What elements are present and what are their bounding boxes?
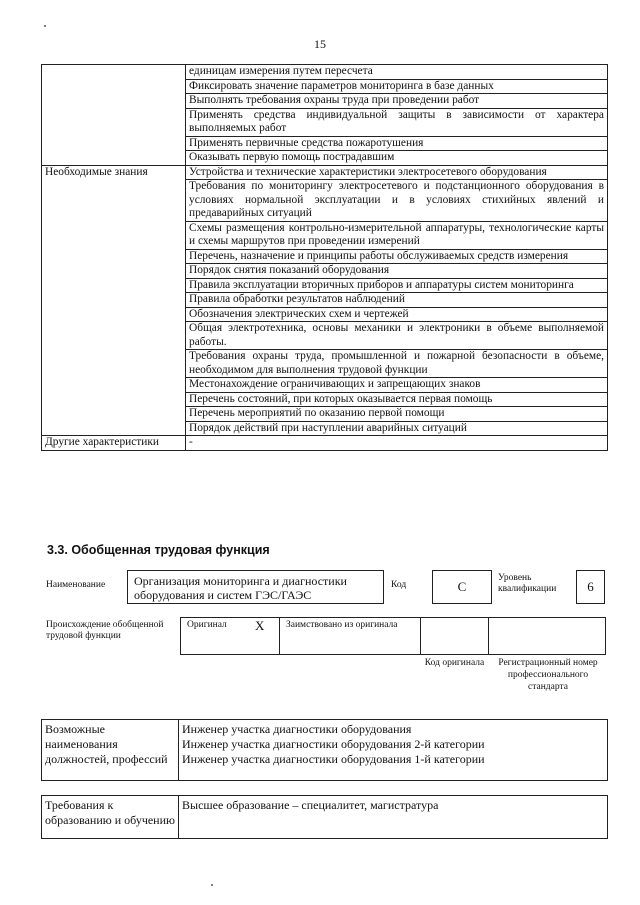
level-value-box: 6 bbox=[576, 570, 605, 604]
positions-label: Возможные наименования должностей, профессий bbox=[42, 720, 179, 781]
level-label: Уровень квалификации bbox=[498, 573, 557, 594]
scan-speck bbox=[211, 884, 213, 886]
knowledge-item: Обозначения электрических схем и чертежей bbox=[186, 307, 608, 322]
knowledge-item: Порядок действий при наступлении аварийных ситуаций bbox=[186, 421, 608, 436]
code-original-cell bbox=[420, 617, 489, 655]
table-row bbox=[42, 720, 608, 781]
position-item: Инженер участка диагностики оборудования bbox=[182, 722, 412, 736]
table-row bbox=[42, 796, 608, 839]
page-number: 15 bbox=[314, 37, 326, 51]
code-original-caption: Код оригинала bbox=[424, 658, 485, 668]
knowledge-item: Схемы размещения контрольно-измерительной аппаратуры, технологические карты и схемы маршрутов при проведении измерений bbox=[186, 221, 608, 249]
knowledge-item: Правила обработки результатов наблюдений bbox=[186, 293, 608, 308]
knowledge-item: Требования охраны труда, промышленной и пожарной безопасности в объеме, необходимом для выполнения трудовой функции bbox=[186, 350, 608, 378]
original-mark: X bbox=[255, 618, 265, 633]
skill-item: единицам измерения путем пересчета bbox=[186, 65, 608, 80]
knowledge-item: Порядок снятия показаний оборудования bbox=[186, 264, 608, 279]
borrowed-cell: Заимствовано из оригинала bbox=[279, 617, 421, 655]
knowledge-item: Требования по мониторингу электросетевого и подстанционного оборудования в условиях нормальной эксплуатации и в условиях стихийных явлений и предаварийных ситуаций bbox=[186, 180, 608, 222]
knowledge-item: Устройства и технические характеристики электросетевого оборудования bbox=[186, 165, 608, 180]
knowledge-item: Перечень, назначение и принципы работы обслуживаемых средств измерения bbox=[186, 249, 608, 264]
skill-item: Выполнять требования охраны труда при проведении работ bbox=[186, 94, 608, 109]
table-row bbox=[42, 65, 608, 80]
education-value: Высшее образование – специалитет, магистратура bbox=[179, 796, 608, 839]
knowledge-item: Местонахождение ограничивающих и запрещающих знаков bbox=[186, 378, 608, 393]
scan-speck bbox=[44, 25, 46, 27]
section-title: 3.3. Обобщенная трудовая функция bbox=[47, 543, 270, 557]
education-label: Требования к образованию и обучению bbox=[42, 796, 179, 839]
code-label: Код bbox=[391, 580, 407, 590]
position-item: Инженер участка диагностики оборудования 2-й категории bbox=[182, 737, 485, 751]
knowledge-item: Правила эксплуатации вторичных приборов и аппаратуры систем мониторинга bbox=[186, 278, 608, 293]
empty-label-cell bbox=[42, 65, 186, 166]
knowledge-item: Перечень мероприятий по оказанию первой помощи bbox=[186, 407, 608, 422]
table-row bbox=[42, 436, 608, 451]
skill-item: Применять первичные средства пожаротушения bbox=[186, 136, 608, 151]
knowledge-item: Общая электротехника, основы механики и электроники в объеме выполняемой работы. bbox=[186, 322, 608, 350]
reg-number-cell bbox=[488, 617, 606, 655]
skill-item: Применять средства индивидуальной защиты в зависимости от характера выполняемых работ bbox=[186, 108, 608, 136]
positions-table bbox=[41, 719, 608, 781]
origin-label: Происхождение обобщенной трудовой функции bbox=[46, 620, 164, 641]
other-characteristics-value: - bbox=[186, 436, 608, 451]
skill-item: Оказывать первую помощь пострадавшим bbox=[186, 151, 608, 166]
original-label: Оригинал bbox=[187, 620, 227, 630]
knowledge-label: Необходимые знания bbox=[42, 165, 186, 436]
education-table bbox=[41, 795, 608, 839]
skill-item: Фиксировать значение параметров мониторинга в базе данных bbox=[186, 79, 608, 94]
function-name-box: Организация мониторинга и диагностики оборудования и систем ГЭС/ГАЭС bbox=[127, 570, 384, 604]
name-label: Наименование bbox=[46, 580, 106, 590]
skills-knowledge-table bbox=[41, 64, 608, 451]
positions-list bbox=[179, 720, 608, 781]
reg-number-caption: Регистрационный номер профессионального стандарта bbox=[498, 658, 598, 692]
table-row bbox=[42, 165, 608, 180]
knowledge-item: Перечень состояний, при которых оказывается первая помощь bbox=[186, 392, 608, 407]
code-value-box: C bbox=[432, 570, 492, 604]
position-item: Инженер участка диагностики оборудования 1-й категории bbox=[182, 752, 485, 766]
original-cell bbox=[180, 617, 280, 655]
other-characteristics-label: Другие характеристики bbox=[42, 436, 186, 451]
